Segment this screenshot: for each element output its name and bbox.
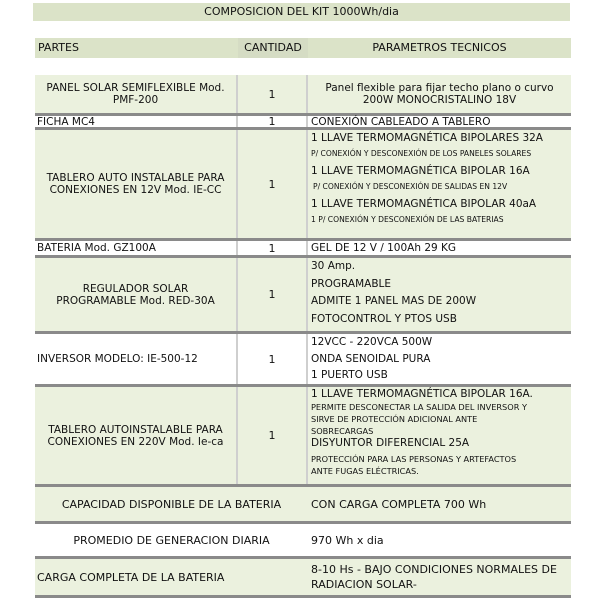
qty-cell: 1 — [238, 116, 308, 127]
part-line: INVERSOR MODELO: IE-500-12 — [37, 353, 198, 365]
param-line: 1 LLAVE TERMOMAGNÉTICA BIPOLAR 40aA — [311, 198, 537, 210]
summary-row-capacidad — [35, 487, 571, 524]
qty-cell: 1 — [238, 334, 308, 384]
part-line: FICHA MC4 — [37, 115, 95, 128]
summary-value — [308, 559, 571, 595]
part-cell — [35, 130, 238, 238]
summary-label: CARGA COMPLETA DE LA BATERIA — [37, 570, 225, 584]
param-line: Panel flexible para fijar techo plano o curvo — [325, 82, 554, 94]
params-cell — [308, 334, 571, 384]
qty-cell: 1 — [238, 387, 308, 484]
qty-cell: 1 — [238, 258, 308, 331]
qty-cell: 1 — [238, 130, 308, 238]
param-line: 1 LLAVE TERMOMAGNÉTICA BIPOLARES 32A — [311, 132, 543, 144]
param-line: ONDA SENOIDAL PURA — [311, 352, 431, 365]
part-line: REGULADOR SOLAR — [82, 282, 189, 295]
part-cell — [35, 387, 238, 484]
summary-row-promedio — [35, 524, 571, 559]
part-line: PMF-200 — [112, 94, 159, 106]
part-line: PANEL SOLAR SEMIFLEXIBLE Mod. — [46, 82, 225, 94]
param-line: 1 LLAVE TERMOMAGNÉTICA BIPOLAR 16A. — [311, 388, 533, 400]
table-row-regulador — [35, 258, 571, 334]
params-cell — [308, 258, 571, 331]
part-cell — [35, 75, 238, 113]
kit-title: COMPOSICION DEL KIT 1000Wh/dia — [33, 3, 570, 21]
summary-label: CAPACIDAD DISPONIBLE DE LA BATERIA — [61, 497, 282, 511]
table-row-bateria — [35, 241, 571, 258]
summary-value — [308, 524, 571, 556]
header-parametros: PARAMETROS TECNICOS — [308, 38, 571, 58]
summary-label: PROMEDIO DE GENERACION DIARIA — [73, 533, 270, 547]
param-line: FOTOCONTROL Y PTOS USB — [311, 312, 457, 325]
param-line-note: P/ CONEXIÓN Y DESCONEXIÓN DE LOS PANELES SOLARES — [311, 149, 532, 158]
param-line-note: SOBRECARGAS — [311, 426, 374, 436]
summary-value-line: RADIACION SOLAR- — [311, 578, 417, 591]
params-cell — [308, 241, 571, 255]
params-cell — [308, 75, 571, 113]
param-line: DISYUNTOR DIFERENCIAL 25A — [311, 437, 470, 449]
param-line-note: PROTECCIÓN PARA LAS PERSONAS Y ARTEFACTOS — [311, 454, 517, 464]
header-partes: PARTES — [35, 38, 238, 58]
param-line: CONEXIÓN CABLEADO A TABLERO — [311, 115, 491, 128]
part-line: BATERIA Mod. GZ100A — [37, 242, 156, 254]
part-cell — [35, 334, 238, 384]
table-row-inversor — [35, 334, 571, 387]
summary-value — [308, 487, 571, 521]
param-line-note: P/ CONEXIÓN Y DESCONEXIÓN DE SALIDAS EN 12V — [313, 182, 508, 191]
param-line: PROGRAMABLE — [311, 277, 392, 290]
part-line: TABLERO AUTO INSTALABLE PARA — [46, 172, 225, 184]
param-line: 12VCC - 220VCA 500W — [311, 336, 433, 348]
table-row-tablero-12v — [35, 130, 571, 241]
params-cell — [308, 387, 571, 484]
part-cell — [35, 116, 238, 127]
param-line: 200W MONOCRISTALINO 18V — [362, 94, 517, 106]
part-line: CONEXIONES EN 12V Mod. IE-CC — [49, 184, 222, 196]
params-cell — [308, 130, 571, 238]
param-line-note: ANTE FUGAS ELÉCTRICAS. — [311, 466, 419, 476]
param-line: ADMITE 1 PANEL MAS DE 200W — [311, 295, 477, 307]
table-row-ficha — [35, 116, 571, 130]
summary-value-line: 8-10 Hs - BAJO CONDICIONES NORMALES DE — [311, 563, 557, 576]
qty-cell: 1 — [238, 75, 308, 113]
table-row-tablero-220v — [35, 387, 571, 487]
part-cell — [35, 241, 238, 255]
param-line: GEL DE 12 V / 100Ah 29 KG — [311, 242, 457, 254]
qty-cell: 1 — [238, 241, 308, 255]
param-line-note: PERMITE DESCONECTAR LA SALIDA DEL INVERSOR Y — [311, 402, 527, 412]
part-cell — [35, 258, 238, 331]
header-cantidad: CANTIDAD — [238, 38, 308, 58]
params-cell — [308, 116, 571, 127]
param-line: 1 PUERTO USB — [311, 369, 388, 381]
part-line: TABLERO AUTOINSTALABLE PARA — [48, 423, 223, 436]
part-line: PROGRAMABLE Mod. RED-30A — [56, 294, 215, 307]
summary-row-carga — [35, 559, 571, 598]
table-row-panel — [35, 75, 571, 116]
summary-value-line: 970 Wh x dia — [311, 533, 384, 547]
part-line: CONEXIONES EN 220V Mod. Ie-ca — [47, 435, 224, 448]
param-line: 1 LLAVE TERMOMAGNÉTICA BIPOLAR 16A — [311, 165, 530, 177]
param-line-note: 1 P/ CONEXIÓN Y DESCONEXIÓN DE LAS BATERIAS — [311, 215, 504, 224]
param-line-note: SIRVE DE PROTECCIÓN ADICIONAL ANTE — [311, 414, 478, 424]
param-line: 30 Amp. — [311, 260, 356, 272]
summary-value-line: CON CARGA COMPLETA 700 Wh — [311, 497, 487, 511]
